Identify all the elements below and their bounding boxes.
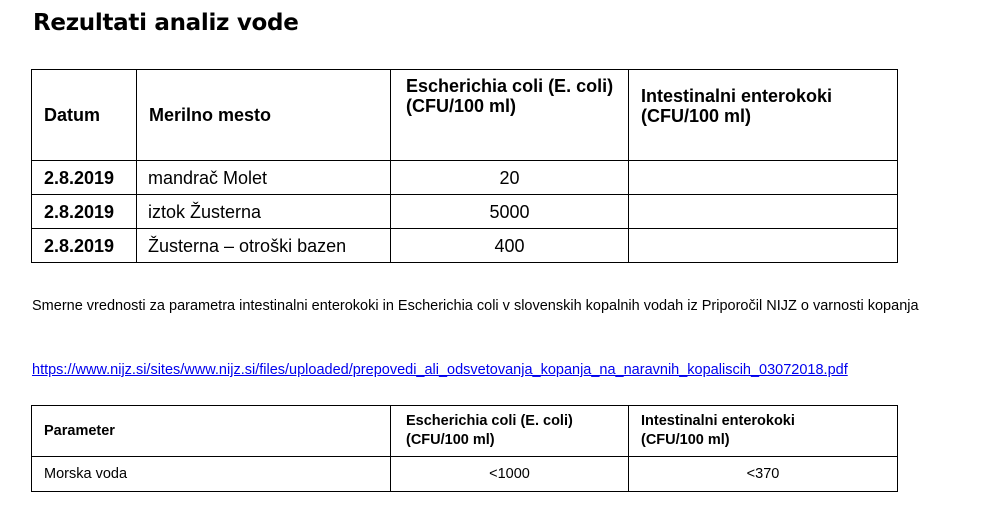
header-entero-label: Intestinalni enterokoki [641,413,795,429]
header-entero-unit: (CFU/100 ml) [641,106,752,126]
table-row [32,457,898,492]
header-merilno-mesto: Merilno mesto [137,70,391,161]
cell-date: 2.8.2019 [32,195,137,229]
cell-date: 2.8.2019 [32,161,137,195]
cell-ecoli: 400 [391,229,629,263]
header-enterokoki [629,406,898,457]
cell-place: iztok Žusterna [137,195,391,229]
table-row [32,195,898,229]
cell-place: Žusterna – otroški bazen [137,229,391,263]
header-entero-label: Intestinalni enterokoki [641,86,833,106]
header-datum: Datum [32,70,137,161]
cell-ecoli: 5000 [391,195,629,229]
cell-date: 2.8.2019 [32,229,137,263]
results-table [31,69,898,263]
header-ecoli-unit: (CFU/100 ml) [406,432,495,448]
results-header-row [32,70,898,161]
cell-parameter: Morska voda [32,457,391,492]
limits-table [31,405,898,492]
guideline-note: Smerne vrednosti za parametra intestinalni enterokoki in Escherichia coli v slovenskih kopalnih vodah iz Priporočil NIJZ o varnosti kopanja [32,298,919,314]
header-ecoli-label: Escherichia coli (E. coli) [406,413,573,429]
table-row [32,229,898,263]
header-ecoli [391,70,629,161]
cell-ecoli: 20 [391,161,629,195]
limits-header-row [32,406,898,457]
header-parameter: Parameter [32,406,391,457]
header-enterokoki [629,70,898,161]
cell-ecoli-limit: <1000 [391,457,629,492]
cell-entero-limit: <370 [629,457,898,492]
header-ecoli-label: Escherichia coli (E. coli) [406,76,614,96]
header-ecoli [391,406,629,457]
nijz-pdf-link[interactable]: https://www.nijz.si/sites/www.nijz.si/files/uploaded/prepovedi_ali_odsvetovanja_kopanja_na_naravnih_kopaliscih_03072018.pdf [32,362,848,378]
cell-entero [629,195,898,229]
header-ecoli-unit: (CFU/100 ml) [406,96,517,116]
cell-place: mandrač Molet [137,161,391,195]
table-row [32,161,898,195]
page-title: Rezultati analiz vode [33,10,299,36]
header-entero-unit: (CFU/100 ml) [641,432,730,448]
cell-entero [629,229,898,263]
cell-entero [629,161,898,195]
